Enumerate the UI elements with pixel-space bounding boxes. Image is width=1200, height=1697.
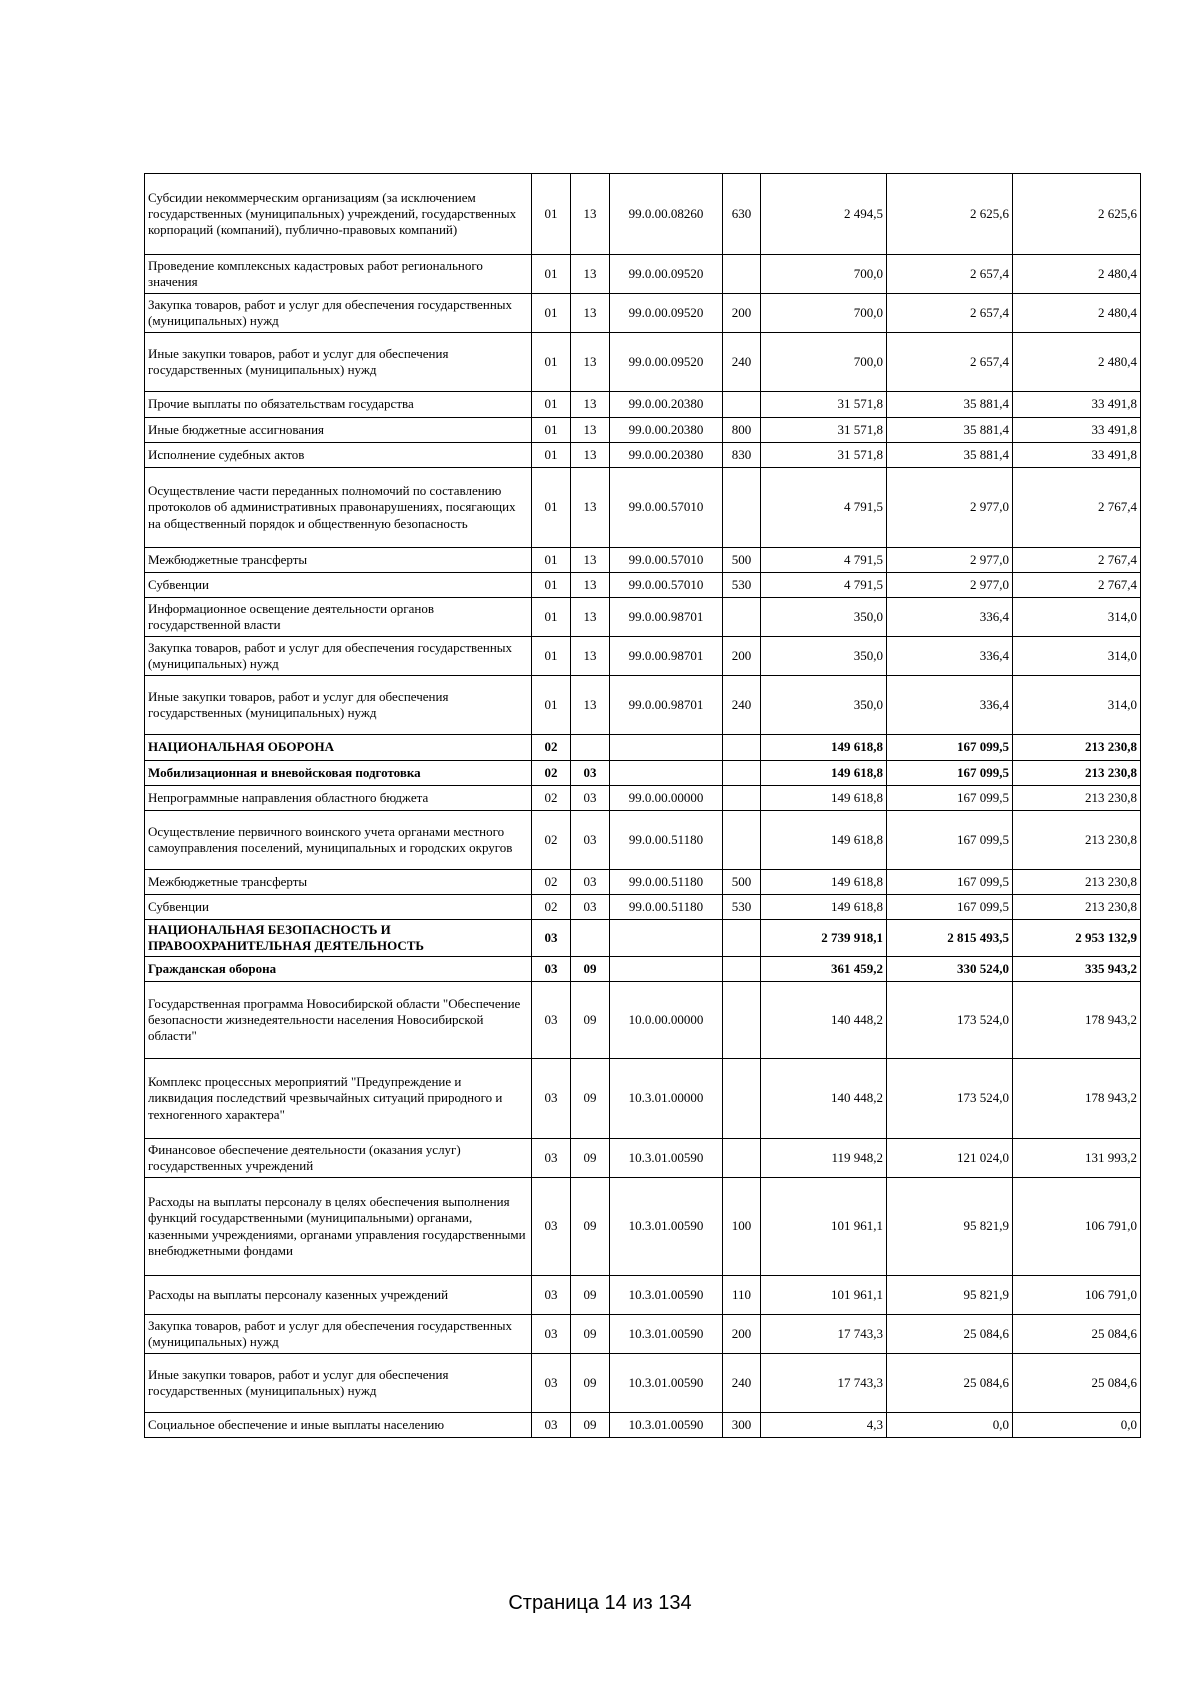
row-subsection: 03 <box>571 786 610 811</box>
row-name: Иные бюджетные ассигнования <box>145 418 532 443</box>
row-expense-type <box>723 735 761 761</box>
row-amount-year-2: 167 099,5 <box>887 786 1013 811</box>
row-section: 01 <box>532 333 571 392</box>
row-target-article <box>610 735 723 761</box>
row-expense-type <box>723 786 761 811</box>
row-amount-year-3: 335 943,2 <box>1013 957 1141 982</box>
budget-table-container <box>144 173 1140 1438</box>
row-subsection: 09 <box>571 1276 610 1315</box>
row-name: Иные закупки товаров, работ и услуг для обеспечения государственных (муниципальных) нужд <box>145 676 532 735</box>
row-amount-year-3: 33 491,8 <box>1013 443 1141 468</box>
row-amount-year-2: 336,4 <box>887 598 1013 637</box>
row-subsection: 09 <box>571 1413 610 1438</box>
row-expense-type: 300 <box>723 1413 761 1438</box>
row-name: Финансовое обеспечение деятельности (оказания услуг) государственных учреждений <box>145 1139 532 1178</box>
row-expense-type <box>723 761 761 786</box>
row-expense-type: 500 <box>723 548 761 573</box>
row-amount-year-1: 149 618,8 <box>761 811 887 870</box>
row-subsection: 13 <box>571 255 610 294</box>
row-amount-year-3: 178 943,2 <box>1013 982 1141 1059</box>
row-expense-type: 240 <box>723 1354 761 1413</box>
row-subsection: 03 <box>571 761 610 786</box>
row-amount-year-1: 101 961,1 <box>761 1276 887 1315</box>
row-amount-year-1: 2 494,5 <box>761 174 887 255</box>
row-subsection: 09 <box>571 1059 610 1139</box>
row-target-article: 10.3.01.00590 <box>610 1178 723 1276</box>
row-amount-year-3: 314,0 <box>1013 637 1141 676</box>
row-target-article: 10.3.01.00590 <box>610 1413 723 1438</box>
row-name: НАЦИОНАЛЬНАЯ ОБОРОНА <box>145 735 532 761</box>
row-expense-type <box>723 957 761 982</box>
row-amount-year-3: 314,0 <box>1013 598 1141 637</box>
row-section: 01 <box>532 637 571 676</box>
row-section: 02 <box>532 870 571 895</box>
row-section: 03 <box>532 1276 571 1315</box>
row-name: Социальное обеспечение и иные выплаты населению <box>145 1413 532 1438</box>
row-section: 03 <box>532 1413 571 1438</box>
row-expense-type: 830 <box>723 443 761 468</box>
budget-table-body <box>145 174 1141 1438</box>
table-row <box>145 895 1141 920</box>
row-amount-year-2: 95 821,9 <box>887 1178 1013 1276</box>
row-target-article: 99.0.00.20380 <box>610 443 723 468</box>
row-amount-year-1: 4 791,5 <box>761 573 887 598</box>
row-target-article <box>610 957 723 982</box>
row-amount-year-2: 0,0 <box>887 1413 1013 1438</box>
row-section: 01 <box>532 255 571 294</box>
row-target-article: 99.0.00.57010 <box>610 573 723 598</box>
row-section: 01 <box>532 548 571 573</box>
table-row <box>145 920 1141 957</box>
row-amount-year-1: 101 961,1 <box>761 1178 887 1276</box>
row-amount-year-3: 178 943,2 <box>1013 1059 1141 1139</box>
row-subsection: 13 <box>571 468 610 548</box>
row-amount-year-3: 33 491,8 <box>1013 418 1141 443</box>
table-row <box>145 573 1141 598</box>
row-expense-type: 200 <box>723 1315 761 1354</box>
row-subsection: 09 <box>571 1354 610 1413</box>
table-row <box>145 1178 1141 1276</box>
row-amount-year-1: 31 571,8 <box>761 418 887 443</box>
row-amount-year-1: 31 571,8 <box>761 392 887 418</box>
row-amount-year-1: 140 448,2 <box>761 1059 887 1139</box>
row-expense-type: 200 <box>723 637 761 676</box>
row-name: Осуществление части переданных полномочий по составлению протоколов об административных правонарушениях, посягающих на общественный порядок и общественную безопасность <box>145 468 532 548</box>
row-amount-year-2: 25 084,6 <box>887 1315 1013 1354</box>
table-row <box>145 333 1141 392</box>
row-expense-type <box>723 1059 761 1139</box>
row-amount-year-2: 2 657,4 <box>887 333 1013 392</box>
row-section: 03 <box>532 982 571 1059</box>
row-amount-year-2: 25 084,6 <box>887 1354 1013 1413</box>
row-name: Иные закупки товаров, работ и услуг для обеспечения государственных (муниципальных) нужд <box>145 333 532 392</box>
row-section: 02 <box>532 786 571 811</box>
row-target-article: 10.3.01.00590 <box>610 1315 723 1354</box>
row-amount-year-3: 2 767,4 <box>1013 573 1141 598</box>
row-amount-year-3: 2 767,4 <box>1013 548 1141 573</box>
budget-table <box>144 173 1141 1438</box>
row-expense-type: 630 <box>723 174 761 255</box>
row-amount-year-3: 2 625,6 <box>1013 174 1141 255</box>
row-target-article: 99.0.00.20380 <box>610 418 723 443</box>
row-name: Гражданская оборона <box>145 957 532 982</box>
row-expense-type: 200 <box>723 294 761 333</box>
row-target-article: 10.3.01.00590 <box>610 1139 723 1178</box>
row-name: Исполнение судебных актов <box>145 443 532 468</box>
row-target-article: 10.0.00.00000 <box>610 982 723 1059</box>
row-amount-year-3: 2 480,4 <box>1013 255 1141 294</box>
row-target-article: 99.0.00.98701 <box>610 598 723 637</box>
row-amount-year-2: 2 977,0 <box>887 468 1013 548</box>
row-subsection: 09 <box>571 982 610 1059</box>
row-expense-type <box>723 1139 761 1178</box>
row-name: Субсидии некоммерческим организациям (за исключением государственных (муниципальных) учреждений, государственных корпораций (компаний), публично-правовых компаний) <box>145 174 532 255</box>
row-amount-year-1: 350,0 <box>761 676 887 735</box>
row-amount-year-3: 106 791,0 <box>1013 1178 1141 1276</box>
row-section: 01 <box>532 676 571 735</box>
row-target-article: 99.0.00.98701 <box>610 676 723 735</box>
row-amount-year-2: 2 657,4 <box>887 255 1013 294</box>
row-amount-year-2: 95 821,9 <box>887 1276 1013 1315</box>
row-amount-year-1: 2 739 918,1 <box>761 920 887 957</box>
row-amount-year-2: 2 657,4 <box>887 294 1013 333</box>
row-expense-type: 500 <box>723 870 761 895</box>
row-name: Иные закупки товаров, работ и услуг для обеспечения государственных (муниципальных) нужд <box>145 1354 532 1413</box>
row-target-article <box>610 761 723 786</box>
row-amount-year-2: 35 881,4 <box>887 418 1013 443</box>
table-row <box>145 1354 1141 1413</box>
table-row <box>145 676 1141 735</box>
row-section: 03 <box>532 1059 571 1139</box>
row-target-article: 99.0.00.09520 <box>610 333 723 392</box>
row-amount-year-2: 336,4 <box>887 676 1013 735</box>
row-amount-year-3: 213 230,8 <box>1013 895 1141 920</box>
row-amount-year-3: 213 230,8 <box>1013 786 1141 811</box>
row-amount-year-1: 119 948,2 <box>761 1139 887 1178</box>
row-amount-year-2: 167 099,5 <box>887 735 1013 761</box>
row-amount-year-3: 213 230,8 <box>1013 870 1141 895</box>
row-amount-year-3: 213 230,8 <box>1013 811 1141 870</box>
row-expense-type <box>723 920 761 957</box>
row-amount-year-2: 167 099,5 <box>887 895 1013 920</box>
row-amount-year-3: 106 791,0 <box>1013 1276 1141 1315</box>
row-amount-year-2: 35 881,4 <box>887 392 1013 418</box>
row-section: 01 <box>532 598 571 637</box>
row-subsection: 13 <box>571 548 610 573</box>
row-subsection: 13 <box>571 637 610 676</box>
row-amount-year-1: 4 791,5 <box>761 548 887 573</box>
row-name: Информационное освещение деятельности органов государственной власти <box>145 598 532 637</box>
row-expense-type <box>723 982 761 1059</box>
row-target-article: 99.0.00.09520 <box>610 294 723 333</box>
row-amount-year-2: 336,4 <box>887 637 1013 676</box>
row-amount-year-2: 167 099,5 <box>887 761 1013 786</box>
row-section: 03 <box>532 957 571 982</box>
row-amount-year-3: 33 491,8 <box>1013 392 1141 418</box>
row-section: 03 <box>532 1178 571 1276</box>
row-expense-type: 100 <box>723 1178 761 1276</box>
row-subsection: 13 <box>571 676 610 735</box>
row-target-article: 99.0.00.57010 <box>610 468 723 548</box>
row-section: 01 <box>532 443 571 468</box>
row-subsection: 13 <box>571 333 610 392</box>
table-row <box>145 392 1141 418</box>
row-amount-year-3: 2 480,4 <box>1013 294 1141 333</box>
row-target-article: 99.0.00.51180 <box>610 895 723 920</box>
row-amount-year-1: 140 448,2 <box>761 982 887 1059</box>
row-expense-type: 110 <box>723 1276 761 1315</box>
row-target-article: 99.0.00.51180 <box>610 870 723 895</box>
row-amount-year-1: 350,0 <box>761 598 887 637</box>
row-target-article: 99.0.00.98701 <box>610 637 723 676</box>
row-section: 01 <box>532 174 571 255</box>
row-amount-year-1: 361 459,2 <box>761 957 887 982</box>
row-amount-year-2: 167 099,5 <box>887 811 1013 870</box>
row-target-article: 99.0.00.09520 <box>610 255 723 294</box>
row-expense-type <box>723 811 761 870</box>
row-expense-type: 530 <box>723 573 761 598</box>
table-row <box>145 735 1141 761</box>
row-amount-year-3: 2 480,4 <box>1013 333 1141 392</box>
row-section: 02 <box>532 811 571 870</box>
row-amount-year-1: 17 743,3 <box>761 1315 887 1354</box>
row-section: 03 <box>532 920 571 957</box>
table-row <box>145 786 1141 811</box>
row-name: Субвенции <box>145 895 532 920</box>
row-amount-year-2: 35 881,4 <box>887 443 1013 468</box>
table-row <box>145 1413 1141 1438</box>
table-row <box>145 255 1141 294</box>
row-amount-year-1: 700,0 <box>761 333 887 392</box>
row-target-article: 99.0.00.51180 <box>610 811 723 870</box>
row-name: Расходы на выплаты персоналу в целях обеспечения выполнения функций государственными (муниципальными) органами, казенными учреждениями, органами управления государственными внебюджетными фондами <box>145 1178 532 1276</box>
row-subsection: 13 <box>571 392 610 418</box>
row-subsection: 03 <box>571 811 610 870</box>
table-row <box>145 418 1141 443</box>
row-amount-year-2: 2 815 493,5 <box>887 920 1013 957</box>
row-name: Закупка товаров, работ и услуг для обеспечения государственных (муниципальных) нужд <box>145 637 532 676</box>
row-expense-type <box>723 255 761 294</box>
row-name: Закупка товаров, работ и услуг для обеспечения государственных (муниципальных) нужд <box>145 1315 532 1354</box>
table-row <box>145 637 1141 676</box>
row-name: Расходы на выплаты персоналу казенных учреждений <box>145 1276 532 1315</box>
row-name: Государственная программа Новосибирской области "Обеспечение безопасности жизнедеятельности населения Новосибирской области" <box>145 982 532 1059</box>
row-section: 02 <box>532 895 571 920</box>
row-amount-year-2: 173 524,0 <box>887 982 1013 1059</box>
row-amount-year-1: 17 743,3 <box>761 1354 887 1413</box>
table-row <box>145 1139 1141 1178</box>
row-amount-year-2: 121 024,0 <box>887 1139 1013 1178</box>
row-target-article: 10.3.01.00590 <box>610 1276 723 1315</box>
row-amount-year-2: 2 625,6 <box>887 174 1013 255</box>
row-amount-year-1: 149 618,8 <box>761 735 887 761</box>
row-subsection: 13 <box>571 598 610 637</box>
row-expense-type <box>723 392 761 418</box>
row-amount-year-2: 167 099,5 <box>887 870 1013 895</box>
row-amount-year-2: 330 524,0 <box>887 957 1013 982</box>
row-amount-year-1: 149 618,8 <box>761 870 887 895</box>
row-expense-type <box>723 598 761 637</box>
row-amount-year-3: 2 767,4 <box>1013 468 1141 548</box>
row-target-article <box>610 920 723 957</box>
row-name: Субвенции <box>145 573 532 598</box>
table-row <box>145 174 1141 255</box>
row-name: Межбюджетные трансферты <box>145 548 532 573</box>
table-row <box>145 468 1141 548</box>
row-amount-year-3: 213 230,8 <box>1013 735 1141 761</box>
table-row <box>145 443 1141 468</box>
row-amount-year-1: 700,0 <box>761 294 887 333</box>
row-section: 03 <box>532 1354 571 1413</box>
row-amount-year-2: 2 977,0 <box>887 573 1013 598</box>
row-section: 01 <box>532 294 571 333</box>
row-expense-type <box>723 468 761 548</box>
table-row <box>145 982 1141 1059</box>
row-amount-year-3: 2 953 132,9 <box>1013 920 1141 957</box>
row-subsection: 09 <box>571 1139 610 1178</box>
row-target-article: 99.0.00.08260 <box>610 174 723 255</box>
table-row <box>145 811 1141 870</box>
row-amount-year-1: 31 571,8 <box>761 443 887 468</box>
row-subsection: 13 <box>571 573 610 598</box>
row-name: Закупка товаров, работ и услуг для обеспечения государственных (муниципальных) нужд <box>145 294 532 333</box>
row-amount-year-3: 213 230,8 <box>1013 761 1141 786</box>
row-subsection: 03 <box>571 870 610 895</box>
row-section: 03 <box>532 1315 571 1354</box>
row-name: Мобилизационная и вневойсковая подготовка <box>145 761 532 786</box>
row-expense-type: 800 <box>723 418 761 443</box>
row-expense-type: 240 <box>723 676 761 735</box>
row-subsection: 13 <box>571 418 610 443</box>
row-section: 01 <box>532 468 571 548</box>
row-amount-year-3: 0,0 <box>1013 1413 1141 1438</box>
table-row <box>145 1315 1141 1354</box>
row-name: Межбюджетные трансферты <box>145 870 532 895</box>
row-amount-year-3: 131 993,2 <box>1013 1139 1141 1178</box>
row-section: 01 <box>532 573 571 598</box>
row-amount-year-1: 149 618,8 <box>761 786 887 811</box>
row-subsection: 09 <box>571 1178 610 1276</box>
row-name: Осуществление первичного воинского учета органами местного самоуправления поселений, муниципальных и городских округов <box>145 811 532 870</box>
row-amount-year-1: 149 618,8 <box>761 895 887 920</box>
table-row <box>145 761 1141 786</box>
row-subsection: 03 <box>571 895 610 920</box>
row-subsection: 13 <box>571 174 610 255</box>
table-row <box>145 598 1141 637</box>
row-expense-type: 240 <box>723 333 761 392</box>
table-row <box>145 548 1141 573</box>
row-subsection: 09 <box>571 957 610 982</box>
row-target-article: 10.3.01.00000 <box>610 1059 723 1139</box>
row-target-article: 99.0.00.20380 <box>610 392 723 418</box>
table-row <box>145 870 1141 895</box>
row-name: НАЦИОНАЛЬНАЯ БЕЗОПАСНОСТЬ И ПРАВООХРАНИТЕЛЬНАЯ ДЕЯТЕЛЬНОСТЬ <box>145 920 532 957</box>
row-name: Прочие выплаты по обязательствам государства <box>145 392 532 418</box>
row-section: 02 <box>532 761 571 786</box>
row-section: 03 <box>532 1139 571 1178</box>
row-amount-year-3: 25 084,6 <box>1013 1315 1141 1354</box>
row-subsection: 13 <box>571 443 610 468</box>
row-subsection: 13 <box>571 294 610 333</box>
row-amount-year-3: 314,0 <box>1013 676 1141 735</box>
row-name: Комплекс процессных мероприятий "Предупреждение и ликвидация последствий чрезвычайных ситуаций природного и техногенного характера" <box>145 1059 532 1139</box>
table-row <box>145 1276 1141 1315</box>
row-target-article: 10.3.01.00590 <box>610 1354 723 1413</box>
row-expense-type: 530 <box>723 895 761 920</box>
row-amount-year-1: 149 618,8 <box>761 761 887 786</box>
row-amount-year-1: 4,3 <box>761 1413 887 1438</box>
row-target-article: 99.0.00.00000 <box>610 786 723 811</box>
row-subsection <box>571 735 610 761</box>
table-row <box>145 957 1141 982</box>
row-amount-year-2: 2 977,0 <box>887 548 1013 573</box>
row-section: 02 <box>532 735 571 761</box>
row-name: Проведение комплексных кадастровых работ регионального значения <box>145 255 532 294</box>
table-row <box>145 1059 1141 1139</box>
table-row <box>145 294 1141 333</box>
row-section: 01 <box>532 418 571 443</box>
row-amount-year-1: 700,0 <box>761 255 887 294</box>
row-target-article: 99.0.00.57010 <box>610 548 723 573</box>
row-subsection: 09 <box>571 1315 610 1354</box>
row-name: Непрограммные направления областного бюджета <box>145 786 532 811</box>
row-subsection <box>571 920 610 957</box>
row-amount-year-3: 25 084,6 <box>1013 1354 1141 1413</box>
row-amount-year-1: 350,0 <box>761 637 887 676</box>
row-section: 01 <box>532 392 571 418</box>
row-amount-year-2: 173 524,0 <box>887 1059 1013 1139</box>
page-number: Страница 14 из 134 <box>508 1592 692 1614</box>
row-amount-year-1: 4 791,5 <box>761 468 887 548</box>
